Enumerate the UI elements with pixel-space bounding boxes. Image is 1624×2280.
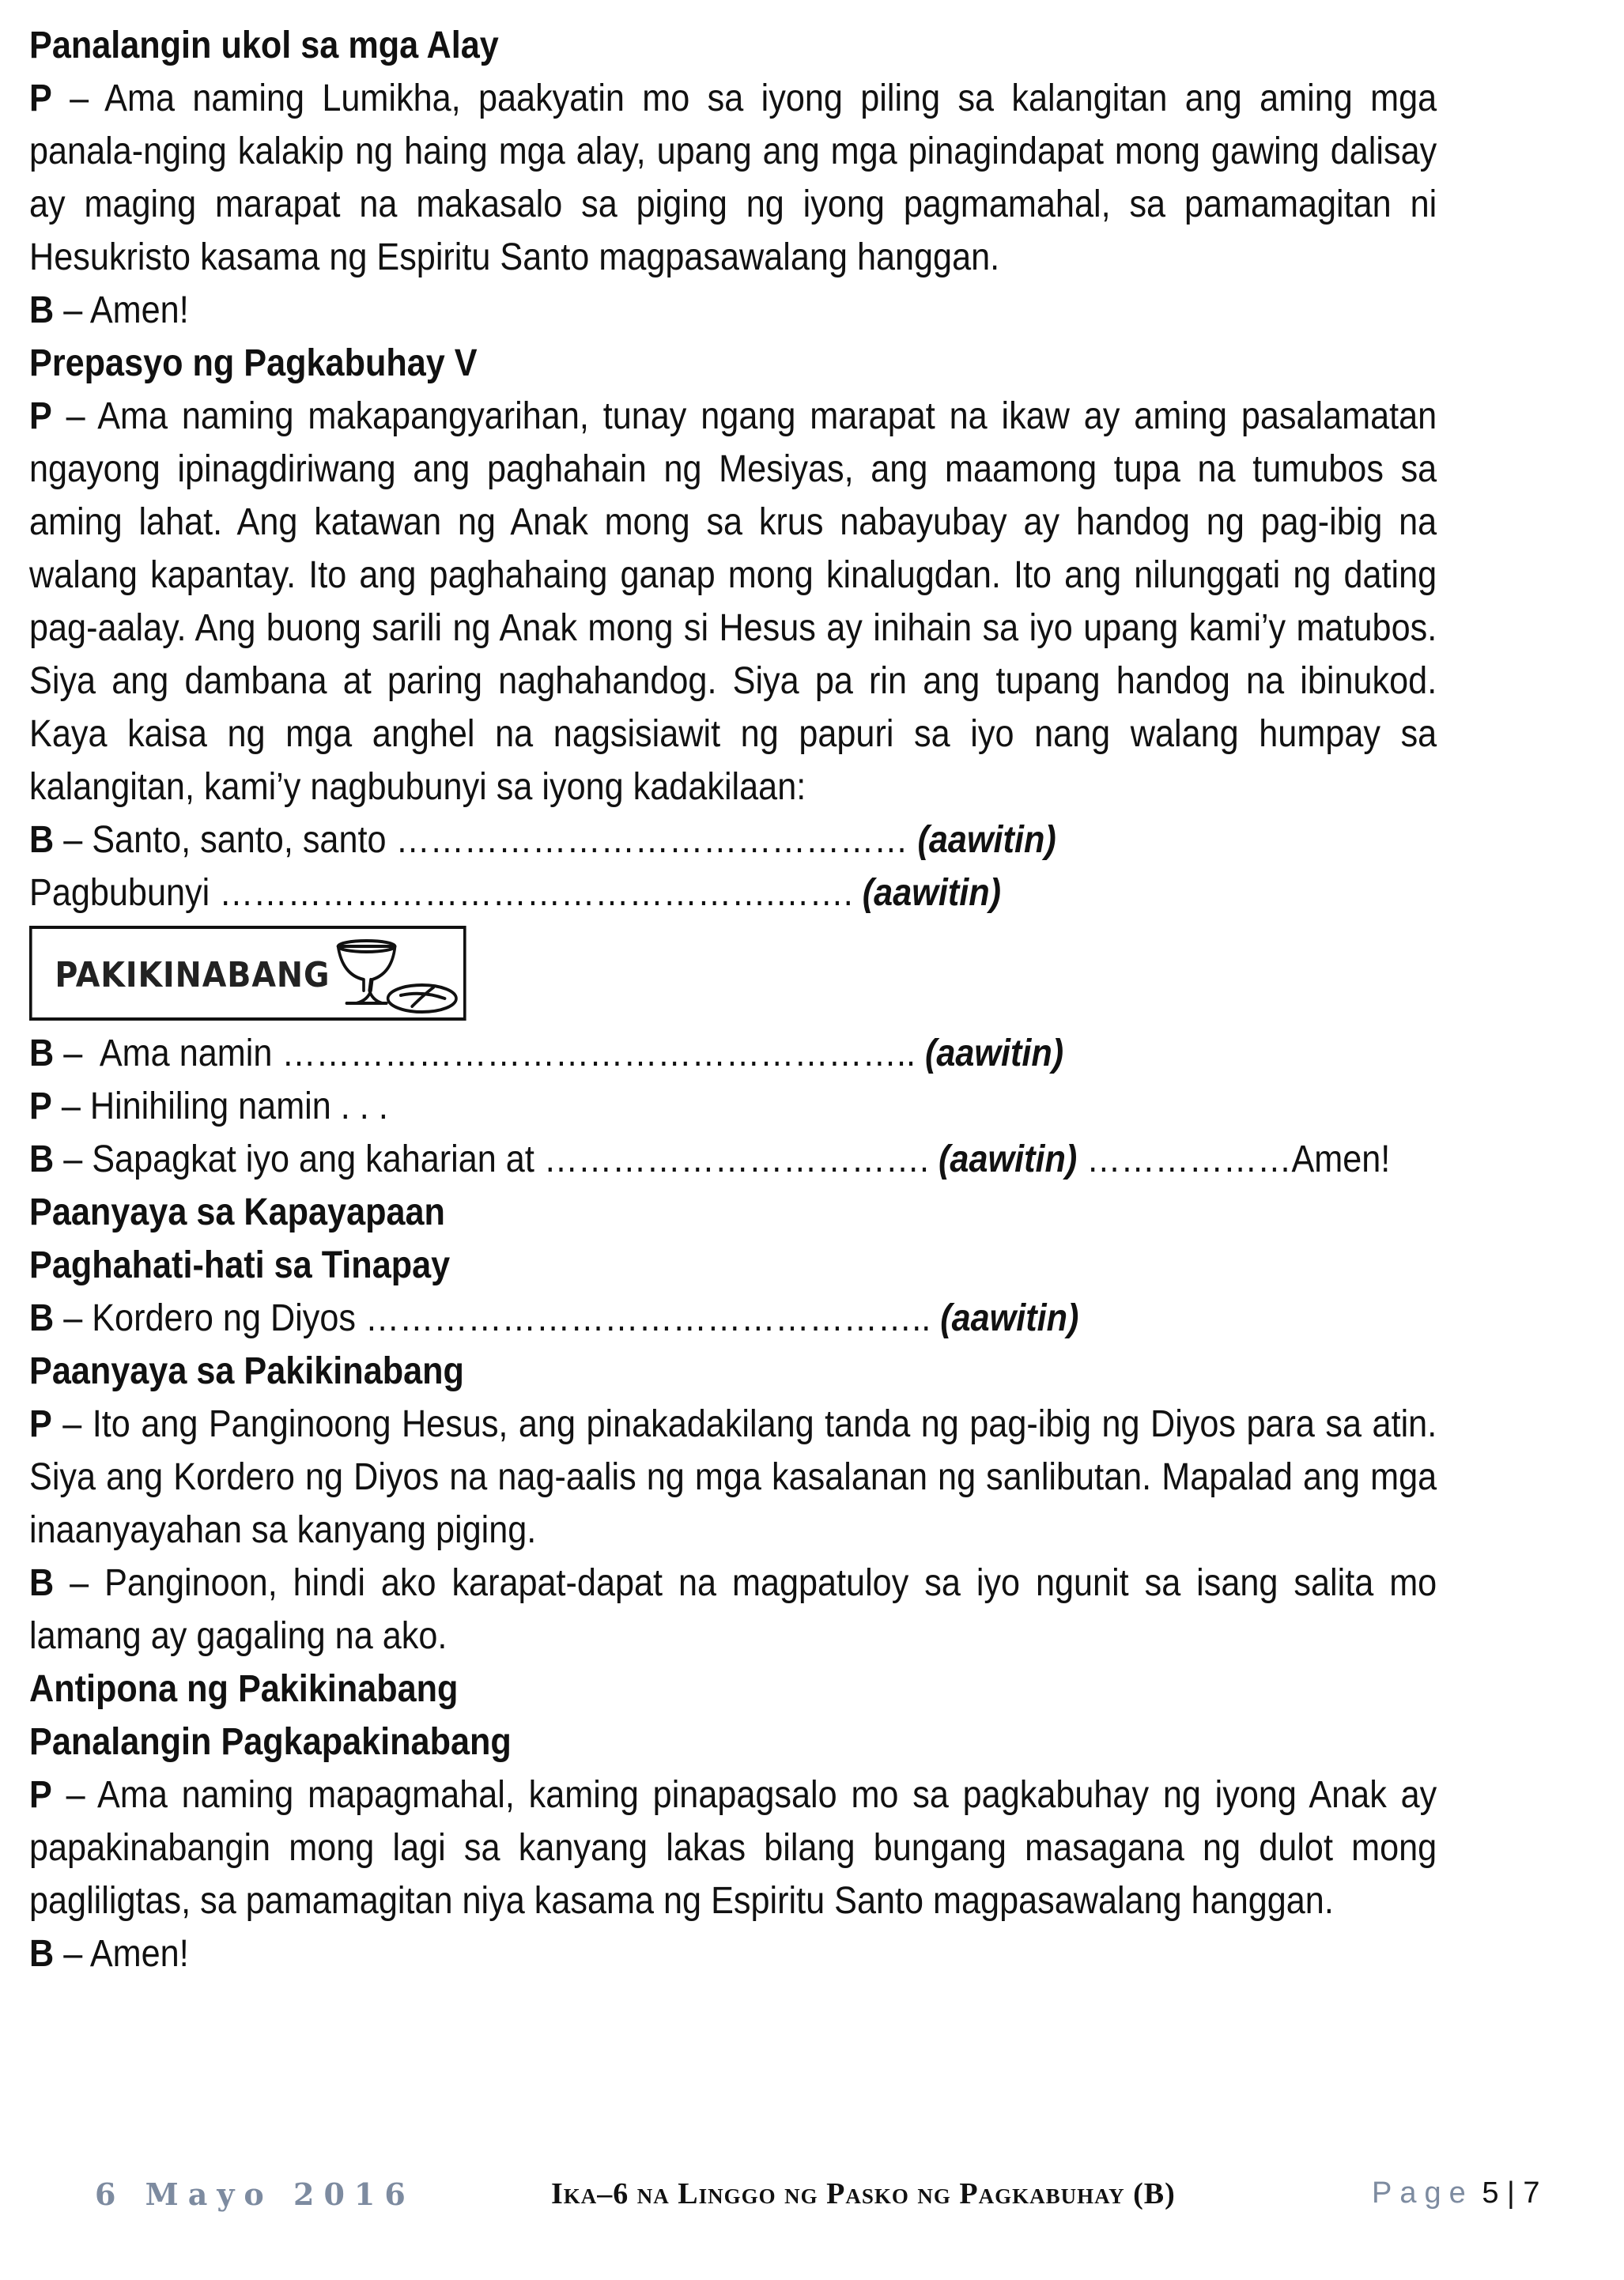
role-separator: –: [54, 819, 93, 861]
sung-note: (aawitin): [862, 872, 1002, 914]
speaker-role: P: [29, 1774, 52, 1816]
prayer-paragraph: [29, 1557, 1437, 1663]
prayer-paragraph: [29, 72, 1437, 284]
line-tail: ………………Amen!: [1077, 1138, 1391, 1180]
prayer-text: Panginoon, hindi ako karapat-dapat na magpatuloy sa iyo ngunit sa isang salita mo lamang ay gagaling na ako.: [29, 1562, 1437, 1657]
prayer-text: Amen!: [89, 289, 189, 331]
section-heading: Paanyaya sa Kapayapaan: [29, 1191, 445, 1233]
speaker-role: B: [29, 819, 55, 861]
prayer-text: Ito ang Panginoong Hesus, ang pinakadakilang tanda ng pag-ibig ng Diyos para sa atin. Siya ang Kordero ng Diyos na nag-aalis ng mga kasalanan ng sanlibutan. Mapalad ang mga inaanyayahan sa kanyang piging.: [29, 1403, 1437, 1551]
prayer-paragraph: [29, 390, 1437, 813]
prayer-text: Ama naming Lumikha, paakyatin mo sa iyong piling sa kalangitan ang aming mga panala-nging kalakip ng haing mga alay, upang ang mga pinagindapat mong gawing dalisay ay maging marapat na makasalo sa piging ng iyong pagmamahal, sa pamamagitan ni Hesukristo kasama ng Espiritu Santo magpasawalang hanggan.: [29, 77, 1437, 278]
section-heading: Panalangin ukol sa mga Alay: [29, 25, 499, 66]
section-heading: Antipona ng Pakikinabang: [29, 1668, 459, 1710]
speaker-role: B: [29, 289, 55, 331]
section-heading: Panalangin Pagkapakinabang: [29, 1721, 512, 1763]
role-separator: –: [54, 1297, 93, 1339]
section-heading: Prepasyo ng Pagkabuhay V: [29, 342, 478, 384]
sung-line: [29, 866, 1437, 919]
sung-line: [29, 1292, 1437, 1345]
role-separator: –: [51, 395, 98, 437]
speaker-role: B: [29, 1138, 55, 1180]
speaker-role: P: [29, 1085, 52, 1127]
prayer-paragraph: [29, 1080, 1437, 1133]
sung-note: (aawitin): [924, 1032, 1064, 1074]
hymn-title: Santo, santo, santo ………………………………………: [92, 819, 918, 861]
sung-note: (aawitin): [917, 819, 1056, 861]
speaker-role: B: [29, 1032, 55, 1074]
role-separator: –: [54, 289, 90, 331]
speaker-role: B: [29, 1562, 55, 1604]
speaker-role: B: [29, 1933, 55, 1975]
footer-date: 6 Mayo 2016: [95, 2176, 415, 2212]
page-number: 5 | 7: [1482, 2176, 1540, 2210]
sung-line: [29, 1027, 1437, 1080]
hymn-title: Ama namin ………………………………………………..: [99, 1032, 925, 1074]
speaker-role: P: [29, 1403, 52, 1445]
section-heading: Paanyaya sa Pakikinabang: [29, 1350, 464, 1392]
speaker-role: P: [29, 77, 52, 119]
page-footer: [0, 2176, 1624, 2224]
role-separator: –: [51, 77, 105, 119]
role-separator: –: [54, 1032, 100, 1074]
banner-title: PAKIKINABANG: [55, 955, 330, 995]
hymn-title: Kordero ng Diyos …………………………………………..: [92, 1297, 941, 1339]
prayer-text: Amen!: [89, 1933, 189, 1975]
prayer-paragraph: [29, 1769, 1437, 1927]
prayer-text: Hinihiling namin . . .: [89, 1085, 388, 1127]
prayer-paragraph: [29, 284, 1437, 337]
chalice-and-bread-icon: [332, 935, 460, 1014]
hymn-title: Pagbubunyi ………………………………………….…….: [29, 872, 863, 914]
page-word: Page: [1372, 2176, 1474, 2210]
banner-wrap: [29, 919, 1437, 1027]
sung-note: (aawitin): [939, 1138, 1078, 1180]
role-separator: –: [54, 1138, 93, 1180]
speaker-role: P: [29, 395, 52, 437]
hymn-title: Sapagkat iyo ang kaharian at …………………………….: [92, 1138, 939, 1180]
role-separator: –: [54, 1933, 90, 1975]
liturgy-content: [29, 19, 1437, 1980]
sung-note: (aawitin): [940, 1297, 1079, 1339]
sung-line: [29, 813, 1437, 866]
section-heading: Paghahati-hati sa Tinapay: [29, 1244, 451, 1286]
role-separator: –: [51, 1085, 90, 1127]
footer-page-number: [1372, 2176, 1540, 2210]
footer-title: Ika–6 na Linggo ng Pasko ng Pagkabuhay (B): [551, 2177, 1176, 2210]
prayer-text: Ama naming mapagmahal, kaming pinapagsalo mo sa pagkabuhay ng iyong Anak ay papakinabangin mong lagi sa kanyang lakas bilang bungang masagana ng dulot mong pagliligtas, sa pamamagitan niya kasama ng Espiritu Santo magpasawalang hanggan.: [29, 1774, 1437, 1922]
chalice-icon: [338, 941, 395, 1003]
role-separator: –: [54, 1562, 105, 1604]
role-separator: –: [51, 1403, 93, 1445]
pakikinabang-banner: [29, 926, 466, 1021]
prayer-paragraph: [29, 1398, 1437, 1557]
speaker-role: B: [29, 1297, 55, 1339]
bread-icon: [388, 985, 456, 1012]
prayer-text: Ama naming makapangyarihan, tunay ngang marapat na ikaw ay aming pasalamatan ngayong ipinagdiriwang ang paghahain ng Mesiyas, ang maamong tupa na tumubos sa aming lahat. Ang katawan ng Anak mong sa krus nabayubay ay handog ng pag-ibig na walang kapantay. Ito ang paghahaing ganap mong kinalugdan. Ito ang nilunggati ng dating pag-aalay. Ang buong sarili ng Anak mong si Hesus ay inihain sa iyo upang kami’y matubos. Siya ang dambana at paring naghahandog. Siya pa rin ang tupang handog na ibinukod. Kaya kaisa ng mga anghel na nagsisiawit ng papuri sa iyo nang walang humpay sa kalangitan, kami’y nagbubunyi sa iyong kadakilaan:: [29, 395, 1437, 808]
prayer-paragraph: [29, 1927, 1437, 1980]
communion-illustration: [332, 935, 460, 1029]
role-separator: –: [51, 1774, 98, 1816]
sung-line: [29, 1133, 1437, 1186]
